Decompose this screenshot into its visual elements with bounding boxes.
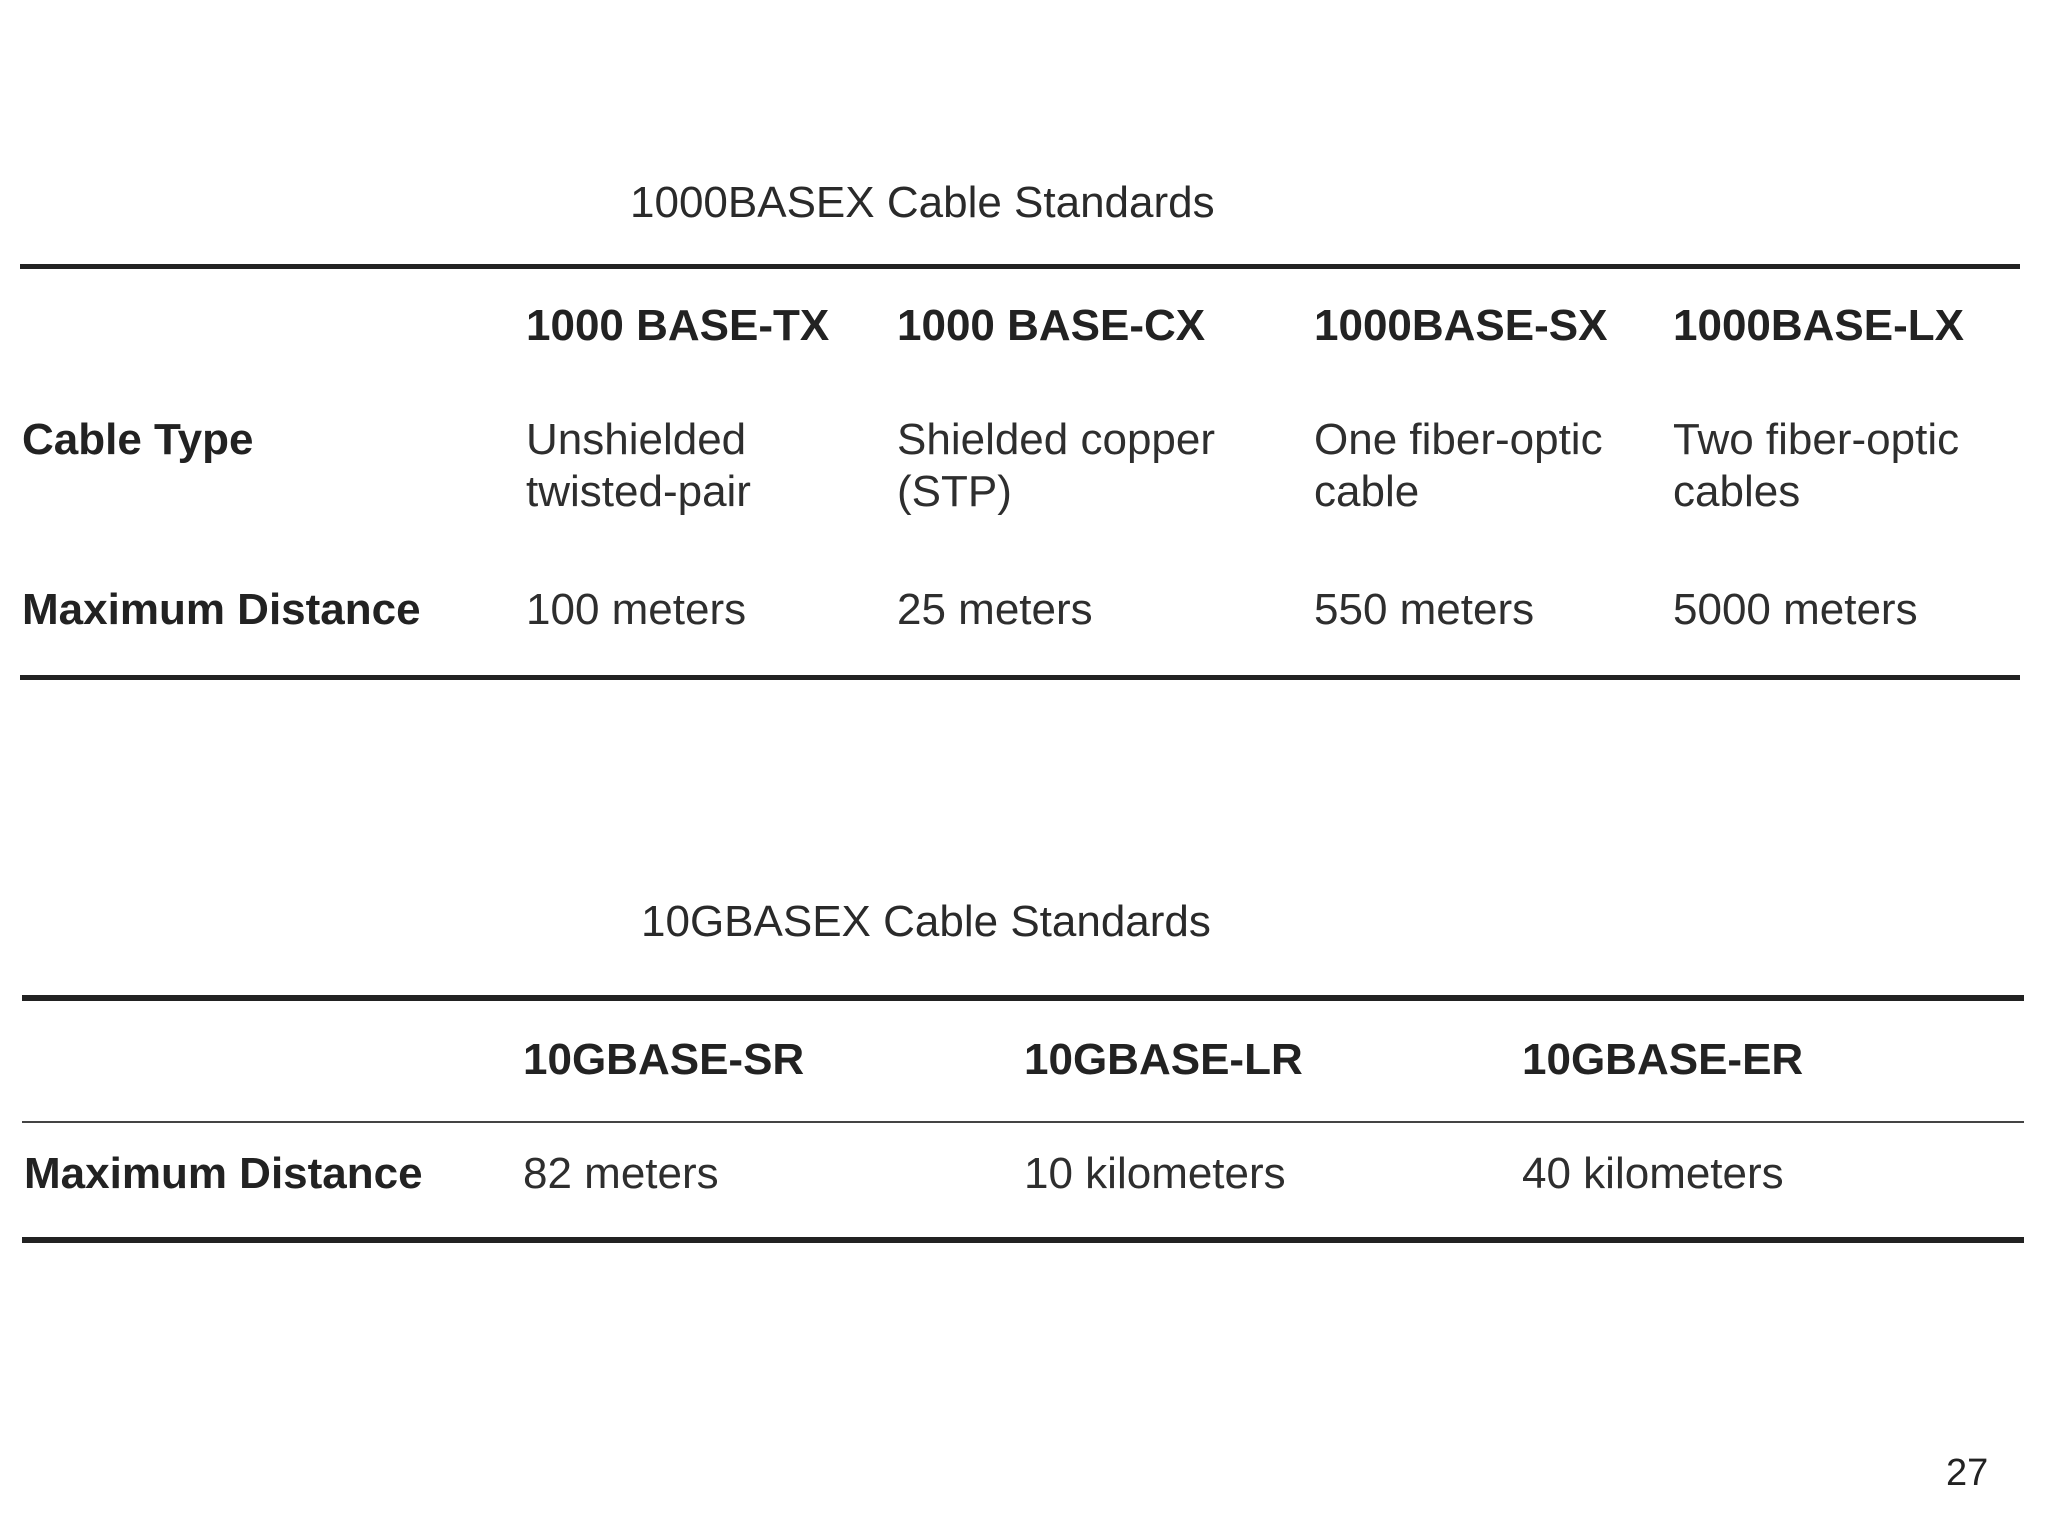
table2-caption: 10GBASEX Cable Standards xyxy=(641,897,1211,946)
table1-cell-cable-type-cx xyxy=(897,414,1215,518)
table1-col-header-4: 1000BASE-LX xyxy=(1673,301,1965,350)
table1-cell-distance-cx: 25 meters xyxy=(897,585,1093,634)
table1-cell-distance-tx: 100 meters xyxy=(526,585,747,634)
table2-header-divider xyxy=(22,1121,2024,1123)
table1-bottom-rule xyxy=(20,675,2020,680)
table1-cell-distance-sx: 550 meters xyxy=(1314,585,1535,634)
table2-bottom-rule xyxy=(22,1237,2024,1243)
table2-cell-distance-lr: 10 kilometers xyxy=(1024,1149,1286,1198)
cell-line: cables xyxy=(1673,467,1801,516)
table1-cell-distance-lx: 5000 meters xyxy=(1673,585,1918,634)
cell-line: One fiber-optic xyxy=(1314,415,1603,464)
page-number: 27 xyxy=(1946,1452,1989,1494)
table1-cell-cable-type-tx xyxy=(526,414,751,518)
table1-cell-cable-type-sx xyxy=(1314,414,1603,518)
table2-top-rule xyxy=(22,995,2024,1001)
table1-row-label-cable-type: Cable Type xyxy=(22,415,254,464)
table1-col-header-3: 1000BASE-SX xyxy=(1314,301,1608,350)
cell-line: Two fiber-optic xyxy=(1673,415,1960,464)
cell-line: (STP) xyxy=(897,467,1012,516)
table2-row-label-max-distance: Maximum Distance xyxy=(24,1149,423,1198)
table1-caption: 1000BASEX Cable Standards xyxy=(630,178,1215,227)
cell-line: Shielded copper xyxy=(897,415,1216,464)
cell-line: Unshielded xyxy=(526,415,747,464)
table2-cell-distance-sr: 82 meters xyxy=(523,1149,719,1198)
table2-col-header-3: 10GBASE-ER xyxy=(1522,1035,1804,1084)
table2-col-header-1: 10GBASE-SR xyxy=(523,1035,805,1084)
table2-col-header-2: 10GBASE-LR xyxy=(1024,1035,1303,1084)
table1-cell-cable-type-lx xyxy=(1673,414,1959,518)
table1-row-label-max-distance: Maximum Distance xyxy=(22,585,421,634)
cell-line: cable xyxy=(1314,467,1420,516)
table1-col-header-2: 1000 BASE-CX xyxy=(897,301,1206,350)
table2-cell-distance-er: 40 kilometers xyxy=(1522,1149,1784,1198)
table1-col-header-1: 1000 BASE-TX xyxy=(526,301,830,350)
table1-top-rule xyxy=(20,264,2020,269)
cell-line: twisted-pair xyxy=(526,467,751,516)
